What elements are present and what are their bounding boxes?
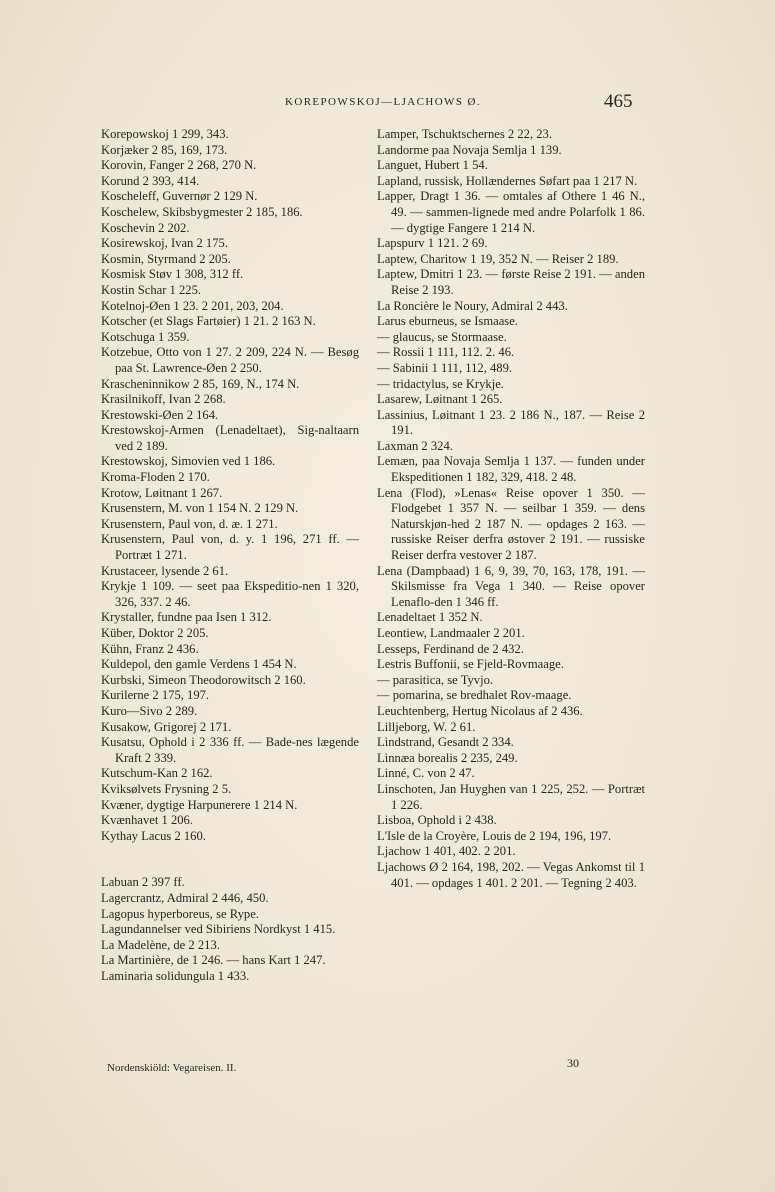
index-entry: Lena (Flod), »Lenas« Reise opover 1 350. — Flodgebet 1 357 N. — seilbar 1 359. — dens Naturskjøn-hed 2 187 N. — opdages 2 163. — russiske Reiser derfra østover 2 191. — russiske Reiser derfra vestover 2 187.	[377, 485, 645, 563]
index-entry: Korovin, Fanger 2 268, 270 N.	[101, 158, 257, 173]
index-entry: Laptew, Dmitri 1 23. — første Reise 2 191. — anden Reise 2 193.	[377, 267, 645, 297]
index-entry: Koscheleff, Guvernør 2 129 N.	[101, 189, 258, 204]
index-entry: Krestowskoj, Simovien ved 1 186.	[101, 454, 276, 469]
index-entry: Krotow, Løitnant 1 267.	[101, 485, 223, 500]
index-entry: Kuro—Sivo 2 289.	[101, 703, 198, 718]
index-entry: Krasilnikoff, Ivan 2 268.	[101, 392, 226, 407]
index-entry: Krustaceer, lysende 2 61.	[101, 563, 229, 578]
index-entry: Kurbski, Simeon Theodorowitsch 2 160.	[101, 672, 306, 687]
page-number: 465	[604, 91, 633, 112]
index-entry: La Roncière le Noury, Admiral 2 443.	[377, 298, 568, 313]
index-entry: Lassinius, Løitnant 1 23. 2 186 N., 187. — Reise 2 191.	[377, 407, 645, 438]
index-entry: Lesseps, Ferdinand de 2 432.	[377, 641, 524, 656]
footer-signature: Nordenskiöld: Vegareisen. II.	[107, 1062, 237, 1074]
index-entry: Krusenstern, Paul von, d. æ. 1 271.	[101, 516, 278, 531]
index-entry: Lenadeltaet 1 352 N.	[377, 610, 483, 625]
index-entry: Krascheninnikow 2 85, 169, N., 174 N.	[101, 376, 300, 391]
index-entry: Leuchtenberg, Hertug Nicolaus af 2 436.	[377, 703, 583, 718]
index-entry: Lamper, Tschuktschernes 2 22, 23.	[377, 127, 553, 141]
index-entry: Korund 2 393, 414.	[101, 173, 200, 188]
index-entry: Laxman 2 324.	[377, 438, 453, 453]
index-entry: Lapper, Dragt 1 36. — omtales af Othere 1 46 N., 49. — sammen-lignede med andre Polarfolk 1 86. — dygtige Fangere 1 214 N.	[377, 189, 645, 235]
index-entry: — glaucus, se Stormaase.	[377, 329, 507, 344]
index-entry: Labuan 2 397 ff.	[101, 875, 185, 890]
section-gap	[101, 844, 359, 875]
index-entry: Larus eburneus, se Ismaase.	[377, 314, 518, 329]
index-entry: Kotelnoj-Øen 1 23. 2 201, 203, 204.	[101, 298, 284, 313]
index-entry: Kotzebue, Otto von 1 27. 2 209, 224 N. — Besøg paa St. Lawrence-Øen 2 250.	[101, 345, 359, 375]
index-entry: Kosirewskoj, Ivan 2 175.	[101, 236, 228, 251]
running-head: KOREPOWSKOJ—LJACHOWS Ø.	[285, 96, 481, 108]
index-entry: Krystaller, fundne paa Isen 1 312.	[101, 610, 272, 625]
index-entry: Krestowskoj-Armen (Lenadeltaet), Sig-naltaarn ved 2 189.	[101, 423, 359, 453]
index-entry: Lapspurv 1 121. 2 69.	[377, 236, 488, 251]
index-entry: — pomarina, se bredhalet Rov-maage.	[377, 688, 572, 703]
index-entry: Lasarew, Løitnant 1 265.	[377, 392, 503, 407]
index-entry: Leontiew, Landmaaler 2 201.	[377, 626, 525, 640]
index-entry: Kvæner, dygtige Harpunerere 1 214 N.	[101, 797, 298, 812]
index-entry: Lindstrand, Gesandt 2 334.	[377, 735, 514, 750]
index-entry: Kotscher (et Slags Fartøier) 1 21. 2 163 N.	[101, 314, 316, 329]
index-entry: Linné, C. von 2 47.	[377, 766, 475, 781]
index-entry: Koschelew, Skibsbygmester 2 185, 186.	[101, 204, 303, 219]
index-entry: — Sabinii 1 111, 112, 489.	[377, 360, 513, 375]
index-entry: Kurilerne 2 175, 197.	[101, 688, 210, 703]
index-entry: Küber, Doktor 2 205.	[101, 626, 209, 640]
index-entry: — parasitica, se Tyvjo.	[377, 672, 494, 687]
signature-mark: 30	[567, 1056, 579, 1070]
index-entry: Kythay Lacus 2 160.	[101, 828, 206, 843]
index-entry: Lagercrantz, Admiral 2 446, 450.	[101, 890, 269, 905]
index-entry: L'Isle de la Croyère, Louis de 2 194, 196, 197.	[377, 828, 612, 843]
index-entry: Lemæn, paa Novaja Semlja 1 137. — funden under Ekspeditionen 1 182, 329, 418. 2 48.	[377, 454, 645, 485]
index-entry: Laptew, Charitow 1 19, 352 N. — Reiser 2 189.	[377, 251, 619, 266]
index-entry: Lena (Dampbaad) 1 6, 9, 39, 70, 163, 178, 191. — Skilsmisse fra Vega 1 340. — Reise opover Lenaflo-den 1 346 ff.	[377, 563, 645, 609]
index-entry: Kusakow, Grigorej 2 171.	[101, 719, 232, 734]
index-entry: Lapland, russisk, Hollændernes Søfart paa 1 217 N.	[377, 173, 638, 188]
index-entry: Ljachows Ø 2 164, 198, 202. — Vegas Ankomst til 1 401. — opdages 1 401. 2 201. — Tegning 2 403.	[377, 859, 645, 890]
index-entry: Kosmin, Styrmand 2 205.	[101, 251, 231, 266]
index-entry: Kutschum-Kan 2 162.	[101, 766, 213, 781]
index-entry: Kvænhavet 1 206.	[101, 813, 193, 828]
index-entry: Kosmisk Støv 1 308, 312 ff.	[101, 267, 244, 282]
index-entry: Kuldepol, den gamle Verdens 1 454 N.	[101, 657, 297, 672]
index-entry: Lagopus hyperboreus, se Rype.	[101, 906, 259, 921]
index-entry: Kühn, Franz 2 436.	[101, 641, 199, 656]
index-entry: Krusenstern, M. von 1 154 N. 2 129 N.	[101, 501, 299, 516]
index-entry: Linschoten, Jan Huyghen van 1 225, 252. — Portræt 1 226.	[377, 781, 645, 812]
index-column-right	[377, 127, 645, 891]
index-column-left	[101, 127, 359, 984]
index-entry: Krestowski-Øen 2 164.	[101, 407, 219, 422]
index-entry: Lestris Buffonii, se Fjeld-Rovmaage.	[377, 657, 564, 672]
index-entry: Ljachow 1 401, 402. 2 201.	[377, 844, 516, 859]
index-entry: Languet, Hubert 1 54.	[377, 158, 488, 173]
index-entry: Kusatsu, Ophold i 2 336 ff. — Bade-nes lægende Kraft 2 339.	[101, 735, 359, 765]
index-entry: Krykje 1 109. — seet paa Ekspeditio-nen 1 320, 326, 337. 2 46.	[101, 579, 359, 609]
index-entry: La Martinière, de 1 246. — hans Kart 1 247.	[101, 953, 326, 968]
index-entry: Lisboa, Ophold i 2 438.	[377, 813, 497, 828]
index-entry: Kviksølvets Frysning 2 5.	[101, 781, 232, 796]
index-entry: — tridactylus, se Krykje.	[377, 376, 504, 391]
index-entry: Kroma-Floden 2 170.	[101, 470, 210, 485]
index-entry: La Madelène, de 2 213.	[101, 937, 220, 952]
index-entry: Krusenstern, Paul von, d. y. 1 196, 271 ff. — Portræt 1 271.	[101, 532, 359, 563]
index-entry: Kostin Schar 1 225.	[101, 282, 202, 297]
index-entry: — Rossii 1 111, 112. 2. 46.	[377, 345, 515, 360]
index-entry: Korepowskoj 1 299, 343.	[101, 127, 229, 141]
index-entry: Laminaria solidungula 1 433.	[101, 968, 250, 983]
index-entry: Lilljeborg, W. 2 61.	[377, 719, 476, 734]
index-entry: Korjæker 2 85, 169, 173.	[101, 142, 228, 157]
index-entry: Kotschuga 1 359.	[101, 329, 190, 344]
index-entry: Lagundannelser ved Sibiriens Nordkyst 1 415.	[101, 922, 336, 937]
index-entry: Linnæa borealis 2 235, 249.	[377, 750, 518, 765]
index-entry: Koschevin 2 202.	[101, 220, 190, 235]
index-entry: Landorme paa Novaja Semlja 1 139.	[377, 142, 562, 157]
